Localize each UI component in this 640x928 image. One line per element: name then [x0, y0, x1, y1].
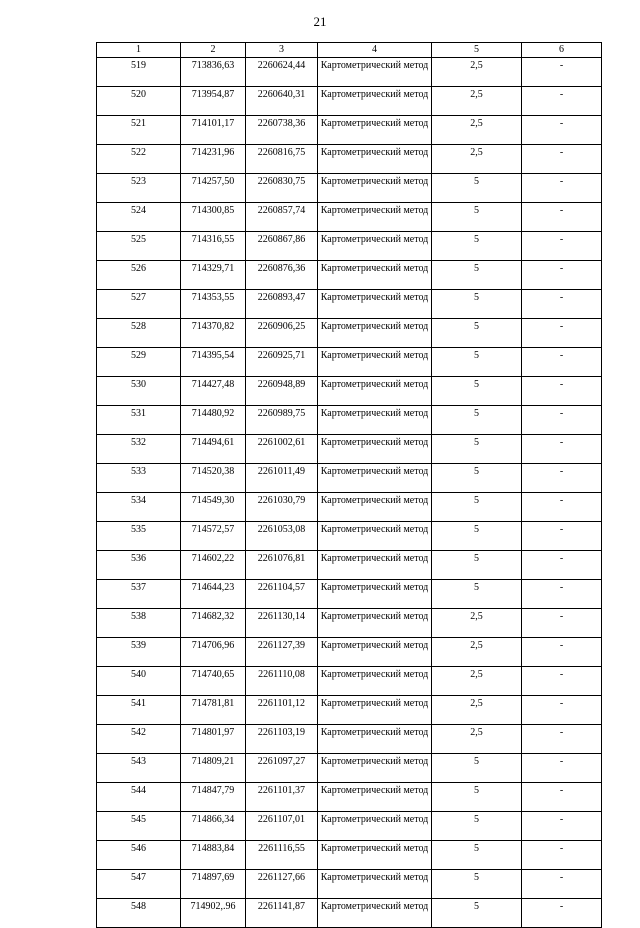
x-coordinate-cell: 714549,30: [181, 493, 246, 522]
accuracy-cell: 5: [432, 464, 522, 493]
point-number-cell: 535: [97, 522, 181, 551]
accuracy-cell: 5: [432, 493, 522, 522]
table-row: [97, 609, 602, 638]
note-cell: -: [522, 899, 602, 928]
method-cell: Картометрический метод: [318, 638, 432, 667]
table-row: [97, 348, 602, 377]
table-row: [97, 261, 602, 290]
point-number-cell: 530: [97, 377, 181, 406]
y-coordinate-cell: 2261107,01: [246, 812, 318, 841]
accuracy-cell: 2,5: [432, 87, 522, 116]
x-coordinate-cell: 714602,22: [181, 551, 246, 580]
y-coordinate-cell: 2261030,79: [246, 493, 318, 522]
x-coordinate-cell: 714231,96: [181, 145, 246, 174]
point-number-cell: 544: [97, 783, 181, 812]
point-number-cell: 547: [97, 870, 181, 899]
page-number: 21: [313, 14, 327, 29]
table-row: [97, 174, 602, 203]
method-cell: Картометрический метод: [318, 261, 432, 290]
y-coordinate-cell: 2261076,81: [246, 551, 318, 580]
accuracy-cell: 2,5: [432, 696, 522, 725]
point-number-cell: 531: [97, 406, 181, 435]
note-cell: -: [522, 87, 602, 116]
point-number-cell: 532: [97, 435, 181, 464]
point-number-cell: 521: [97, 116, 181, 145]
y-coordinate-cell: 2261101,37: [246, 783, 318, 812]
table-row: [97, 551, 602, 580]
method-cell: Картометрический метод: [318, 203, 432, 232]
point-number-cell: 526: [97, 261, 181, 290]
y-coordinate-cell: 2260925,71: [246, 348, 318, 377]
accuracy-cell: 5: [432, 261, 522, 290]
note-cell: -: [522, 493, 602, 522]
note-cell: -: [522, 319, 602, 348]
x-coordinate-cell: 714781,81: [181, 696, 246, 725]
x-coordinate-cell: 714494,61: [181, 435, 246, 464]
y-coordinate-cell: 2261097,27: [246, 754, 318, 783]
accuracy-cell: 2,5: [432, 667, 522, 696]
table-row: [97, 638, 602, 667]
note-cell: -: [522, 696, 602, 725]
method-cell: Картометрический метод: [318, 841, 432, 870]
table-row: [97, 754, 602, 783]
x-coordinate-cell: 714682,32: [181, 609, 246, 638]
x-coordinate-cell: 714572,57: [181, 522, 246, 551]
y-coordinate-cell: 2261011,49: [246, 464, 318, 493]
method-cell: Картометрический метод: [318, 899, 432, 928]
method-cell: Картометрический метод: [318, 348, 432, 377]
accuracy-cell: 2,5: [432, 58, 522, 87]
accuracy-cell: 5: [432, 551, 522, 580]
note-cell: -: [522, 174, 602, 203]
y-coordinate-cell: 2260624,44: [246, 58, 318, 87]
accuracy-cell: 2,5: [432, 638, 522, 667]
x-coordinate-cell: 714329,71: [181, 261, 246, 290]
method-cell: Картометрический метод: [318, 58, 432, 87]
x-coordinate-cell: 713836,63: [181, 58, 246, 87]
note-cell: -: [522, 203, 602, 232]
table-row: [97, 116, 602, 145]
table-row: [97, 377, 602, 406]
x-coordinate-cell: 714427,48: [181, 377, 246, 406]
note-cell: -: [522, 551, 602, 580]
table-body: [97, 58, 602, 928]
note-cell: -: [522, 754, 602, 783]
y-coordinate-cell: 2260640,31: [246, 87, 318, 116]
table-row: [97, 290, 602, 319]
accuracy-cell: 5: [432, 377, 522, 406]
x-coordinate-cell: 714883,84: [181, 841, 246, 870]
method-cell: Картометрический метод: [318, 406, 432, 435]
x-coordinate-cell: 714101,17: [181, 116, 246, 145]
accuracy-cell: 5: [432, 899, 522, 928]
accuracy-cell: 5: [432, 174, 522, 203]
method-cell: Картометрический метод: [318, 464, 432, 493]
y-coordinate-cell: 2261104,57: [246, 580, 318, 609]
accuracy-cell: 5: [432, 522, 522, 551]
y-coordinate-cell: 2261127,39: [246, 638, 318, 667]
accuracy-cell: 5: [432, 870, 522, 899]
method-cell: Картометрический метод: [318, 812, 432, 841]
accuracy-cell: 5: [432, 580, 522, 609]
method-cell: Картометрический метод: [318, 870, 432, 899]
accuracy-cell: 5: [432, 812, 522, 841]
method-cell: Картометрический метод: [318, 551, 432, 580]
x-coordinate-cell: 714902,.96: [181, 899, 246, 928]
table-row: [97, 58, 602, 87]
y-coordinate-cell: 2260876,36: [246, 261, 318, 290]
method-cell: Картометрический метод: [318, 145, 432, 174]
x-coordinate-cell: 714316,55: [181, 232, 246, 261]
column-header: 2: [181, 43, 246, 58]
accuracy-cell: 2,5: [432, 725, 522, 754]
accuracy-cell: 2,5: [432, 609, 522, 638]
note-cell: -: [522, 638, 602, 667]
point-number-cell: 520: [97, 87, 181, 116]
point-number-cell: 541: [97, 696, 181, 725]
method-cell: Картометрический метод: [318, 435, 432, 464]
x-coordinate-cell: 714300,85: [181, 203, 246, 232]
method-cell: Картометрический метод: [318, 522, 432, 551]
y-coordinate-cell: 2261101,12: [246, 696, 318, 725]
accuracy-cell: 5: [432, 232, 522, 261]
y-coordinate-cell: 2261110,08: [246, 667, 318, 696]
x-coordinate-cell: 714395,54: [181, 348, 246, 377]
table-row: [97, 696, 602, 725]
y-coordinate-cell: 2260989,75: [246, 406, 318, 435]
point-number-cell: 543: [97, 754, 181, 783]
point-number-cell: 542: [97, 725, 181, 754]
table-row: [97, 899, 602, 928]
point-number-cell: 528: [97, 319, 181, 348]
point-number-cell: 545: [97, 812, 181, 841]
point-number-cell: 538: [97, 609, 181, 638]
method-cell: Картометрический метод: [318, 116, 432, 145]
y-coordinate-cell: 2261053,08: [246, 522, 318, 551]
x-coordinate-cell: 714353,55: [181, 290, 246, 319]
table-row: [97, 406, 602, 435]
table-row: [97, 580, 602, 609]
method-cell: Картометрический метод: [318, 319, 432, 348]
method-cell: Картометрический метод: [318, 377, 432, 406]
y-coordinate-cell: 2261127,66: [246, 870, 318, 899]
y-coordinate-cell: 2261141,87: [246, 899, 318, 928]
x-coordinate-cell: 714706,96: [181, 638, 246, 667]
note-cell: -: [522, 725, 602, 754]
x-coordinate-cell: 713954,87: [181, 87, 246, 116]
table-header-row: [97, 43, 602, 58]
accuracy-cell: 5: [432, 203, 522, 232]
point-number-cell: 548: [97, 899, 181, 928]
accuracy-cell: 2,5: [432, 116, 522, 145]
y-coordinate-cell: 2260857,74: [246, 203, 318, 232]
point-number-cell: 522: [97, 145, 181, 174]
table-row: [97, 783, 602, 812]
y-coordinate-cell: 2260867,86: [246, 232, 318, 261]
note-cell: -: [522, 580, 602, 609]
column-header: 3: [246, 43, 318, 58]
accuracy-cell: 5: [432, 406, 522, 435]
point-number-cell: 536: [97, 551, 181, 580]
accuracy-cell: 5: [432, 783, 522, 812]
note-cell: -: [522, 464, 602, 493]
table-row: [97, 319, 602, 348]
point-number-cell: 525: [97, 232, 181, 261]
table-row: [97, 203, 602, 232]
method-cell: Картометрический метод: [318, 667, 432, 696]
note-cell: -: [522, 870, 602, 899]
method-cell: Картометрический метод: [318, 290, 432, 319]
note-cell: -: [522, 58, 602, 87]
y-coordinate-cell: 2260738,36: [246, 116, 318, 145]
point-number-cell: 539: [97, 638, 181, 667]
point-number-cell: 529: [97, 348, 181, 377]
note-cell: -: [522, 145, 602, 174]
table-row: [97, 667, 602, 696]
accuracy-cell: 5: [432, 348, 522, 377]
coordinates-table: [96, 42, 602, 928]
point-number-cell: 537: [97, 580, 181, 609]
y-coordinate-cell: 2260893,47: [246, 290, 318, 319]
accuracy-cell: 2,5: [432, 145, 522, 174]
y-coordinate-cell: 2260816,75: [246, 145, 318, 174]
method-cell: Картометрический метод: [318, 232, 432, 261]
note-cell: -: [522, 435, 602, 464]
method-cell: Картометрический метод: [318, 493, 432, 522]
y-coordinate-cell: 2261116,55: [246, 841, 318, 870]
point-number-cell: 534: [97, 493, 181, 522]
x-coordinate-cell: 714480,92: [181, 406, 246, 435]
y-coordinate-cell: 2261002,61: [246, 435, 318, 464]
note-cell: -: [522, 667, 602, 696]
point-number-cell: 523: [97, 174, 181, 203]
method-cell: Картометрический метод: [318, 754, 432, 783]
accuracy-cell: 5: [432, 435, 522, 464]
note-cell: -: [522, 522, 602, 551]
table-row: [97, 493, 602, 522]
x-coordinate-cell: 714740,65: [181, 667, 246, 696]
table-row: [97, 87, 602, 116]
note-cell: -: [522, 377, 602, 406]
note-cell: -: [522, 812, 602, 841]
note-cell: -: [522, 609, 602, 638]
table-row: [97, 435, 602, 464]
column-header: 4: [318, 43, 432, 58]
table-row: [97, 870, 602, 899]
note-cell: -: [522, 783, 602, 812]
note-cell: -: [522, 406, 602, 435]
x-coordinate-cell: 714644,23: [181, 580, 246, 609]
table-row: [97, 841, 602, 870]
y-coordinate-cell: 2260948,89: [246, 377, 318, 406]
method-cell: Картометрический метод: [318, 609, 432, 638]
x-coordinate-cell: 714866,34: [181, 812, 246, 841]
x-coordinate-cell: 714520,38: [181, 464, 246, 493]
accuracy-cell: 5: [432, 841, 522, 870]
x-coordinate-cell: 714370,82: [181, 319, 246, 348]
x-coordinate-cell: 714257,50: [181, 174, 246, 203]
point-number-cell: 533: [97, 464, 181, 493]
note-cell: -: [522, 348, 602, 377]
note-cell: -: [522, 841, 602, 870]
method-cell: Картометрический метод: [318, 725, 432, 754]
note-cell: -: [522, 261, 602, 290]
column-header: 5: [432, 43, 522, 58]
table-row: [97, 522, 602, 551]
y-coordinate-cell: 2261130,14: [246, 609, 318, 638]
note-cell: -: [522, 116, 602, 145]
note-cell: -: [522, 232, 602, 261]
point-number-cell: 524: [97, 203, 181, 232]
x-coordinate-cell: 714847,79: [181, 783, 246, 812]
point-number-cell: 546: [97, 841, 181, 870]
note-cell: -: [522, 290, 602, 319]
y-coordinate-cell: 2260906,25: [246, 319, 318, 348]
y-coordinate-cell: 2261103,19: [246, 725, 318, 754]
table-row: [97, 232, 602, 261]
point-number-cell: 540: [97, 667, 181, 696]
point-number-cell: 527: [97, 290, 181, 319]
table-row: [97, 145, 602, 174]
method-cell: Картометрический метод: [318, 174, 432, 203]
accuracy-cell: 5: [432, 290, 522, 319]
x-coordinate-cell: 714809,21: [181, 754, 246, 783]
accuracy-cell: 5: [432, 319, 522, 348]
column-header: 1: [97, 43, 181, 58]
method-cell: Картометрический метод: [318, 580, 432, 609]
x-coordinate-cell: 714897,69: [181, 870, 246, 899]
y-coordinate-cell: 2260830,75: [246, 174, 318, 203]
x-coordinate-cell: 714801,97: [181, 725, 246, 754]
method-cell: Картометрический метод: [318, 696, 432, 725]
point-number-cell: 519: [97, 58, 181, 87]
accuracy-cell: 5: [432, 754, 522, 783]
method-cell: Картометрический метод: [318, 87, 432, 116]
table-row: [97, 464, 602, 493]
table-row: [97, 725, 602, 754]
method-cell: Картометрический метод: [318, 783, 432, 812]
table-row: [97, 812, 602, 841]
column-header: 6: [522, 43, 602, 58]
